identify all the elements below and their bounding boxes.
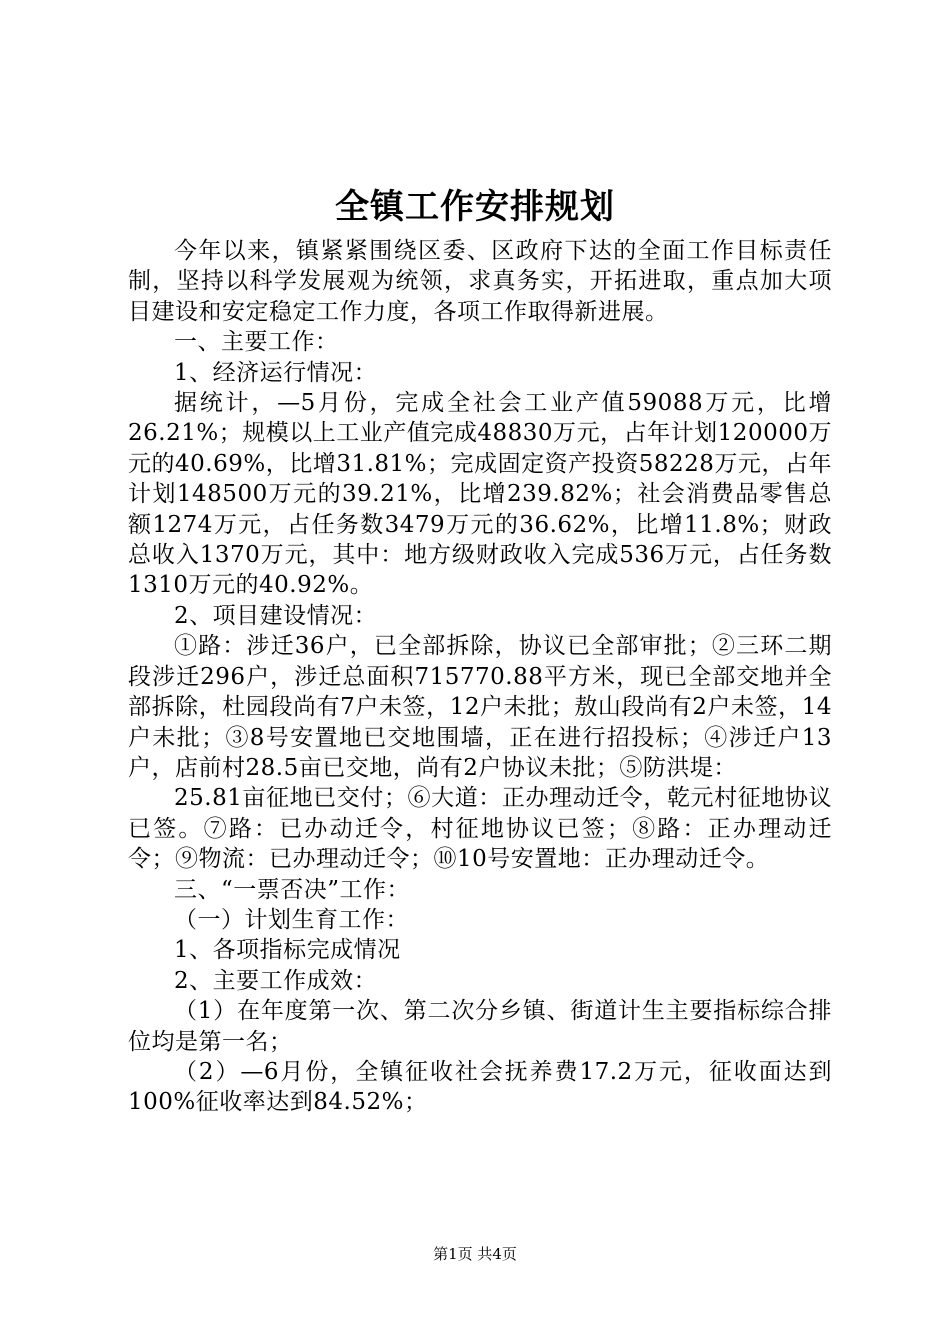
paragraph-projects: ①路：涉迁36户，已全部拆除，协议已全部审批；②三环二期段涉迁296户，涉迁总面积715770.88平方米，现已全部交地并全部拆除，杜园段尚有7户未签，12户未批；敖山段尚有2户未签，14户未批；③8号安置地已交地围墙，正在进行招投标；④涉迁户13户，店前村28.5亩已交地，尚有2户协议未批；⑤防洪堤： — [128, 633, 832, 781]
paragraph-projects-continued: 25.81亩征地已交付；⑥大道：正办理动迁令，乾元村征地协议已签。⑦路：已办动迁令，村征地协议已签；⑧路：正办理动迁令；⑨物流：已办理动迁令；⑩10号安置地：正办理动迁令。 — [128, 785, 832, 873]
paragraph-achievement-2: （2）—6月份，全镇征收社会抚养费17.2万元，征收面达到100%征收率达到84.52%； — [128, 1058, 832, 1116]
heading-economy: 1、经济运行情况： — [174, 359, 378, 386]
page-footer: 第1页 共4页 — [433, 1245, 517, 1263]
heading-one-vote-veto: 三、“一票否决”工作： — [174, 876, 411, 903]
document-body — [128, 236, 832, 1118]
heading-indicators: 1、各项指标完成情况 — [174, 937, 401, 964]
heading-main-work: 一、主要工作： — [174, 329, 339, 356]
document-title: 全镇工作安排规划 — [335, 187, 615, 227]
paragraph-intro: 今年以来，镇紧紧围绕区委、区政府下达的全面工作目标责任制，坚持以科学发展观为统领，求真务实，开拓进取，重点加大项目建设和安定稳定工作力度，各项工作取得新进展。 — [128, 238, 832, 325]
heading-projects: 2、项目建设情况： — [174, 602, 378, 629]
heading-achievements: 2、主要工作成效： — [174, 967, 378, 994]
paragraph-economy-stats: 据统计，—5月份，完成全社会工业产值59088万元，比增26.21%；规模以上工业产值完成48830万元，占年计划120000万元的40.69%，比增31.81%；完成固定资产投资58228万元，占年计划148500万元的39.21%，比增239.82%；社会消费品零售总额1274万元，占任务数3479万元的36.62%，比增11.8%；财政总收入1370万元，其中：地方级财政收入完成536万元，占任务数1310万元的40.92%。 — [128, 390, 832, 599]
paragraph-achievement-1: （1）在年度第一次、第二次分乡镇、街道计生主要指标综合排位均是第一名； — [128, 998, 832, 1055]
heading-family-planning: （一）计划生育工作： — [174, 906, 409, 933]
